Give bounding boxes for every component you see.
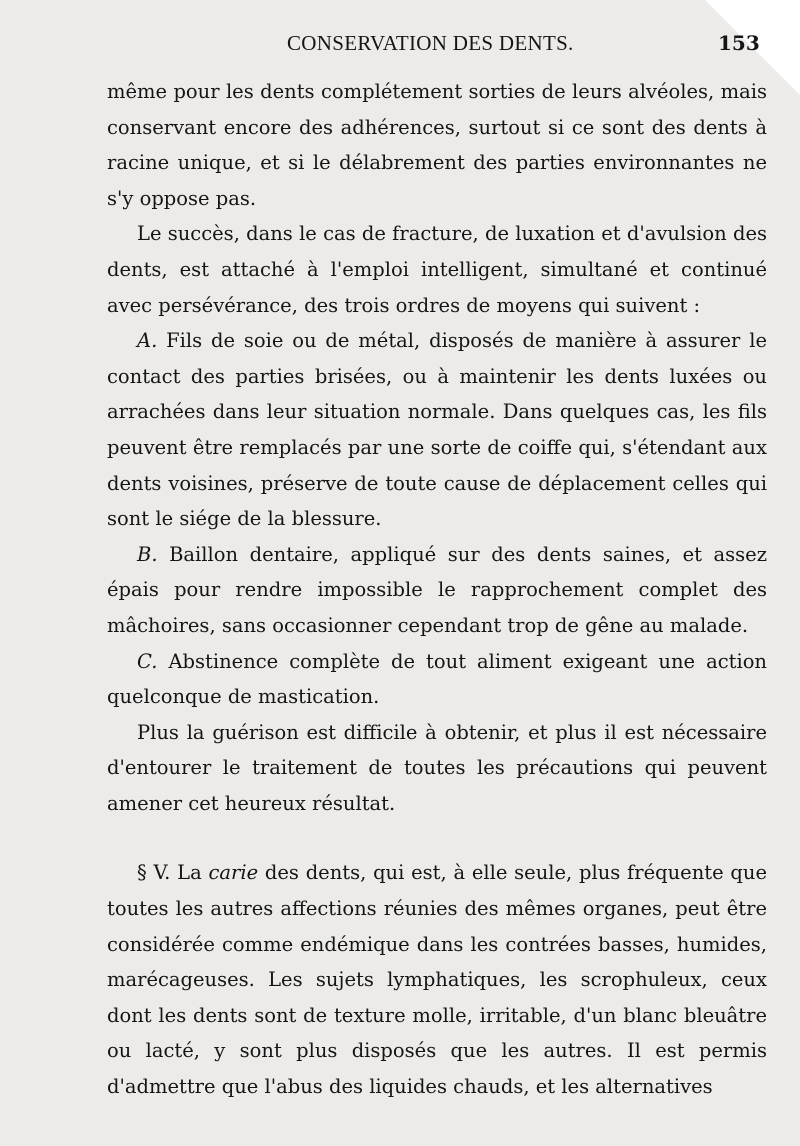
emphasis-carie: carie — [208, 861, 259, 885]
paragraph-text: des dents, qui est, à elle seule, plus fréquente que toutes les autres affections réunies des mêmes organes, peut être considérée comme endémique dans les contrées basses, humides, marécageuses. Les sujets lymphatiques, les scrophuleux, ceux dont les dents sont de texture molle, irritable, d'un blanc bleuâtre ou lacté, y sont plus disposés que les autres. Il est permis d'admettre que l'abus des liquides chauds, et les alternatives — [107, 861, 767, 1099]
item-label-a: A. — [137, 329, 158, 353]
page-header — [0, 31, 800, 57]
paragraph-text: même pour les dents complétement sorties de leurs alvéoles, mais conservant encore des adhérences, surtout si ce sont des dents à racine unique, et si le délabrement des parties environnantes ne s'y oppose pas. — [107, 80, 767, 210]
paragraph-text: Le succès, dans le cas de fracture, de luxation et d'avulsion des dents, est attaché à l'emploi intelligent, simultané et continué avec persévérance, des trois ordres de moyens qui suivent : — [107, 222, 767, 317]
paragraph-text: Baillon dentaire, appliqué sur des dents saines, et assez épais pour rendre impossible le rapprochement complet des mâchoires, sans occasionner cependant trop de gêne au malade. — [107, 542, 767, 637]
body-text — [107, 74, 767, 1105]
paragraph-continuation — [107, 74, 767, 216]
paragraph-item-c — [107, 644, 767, 715]
item-label-b: B. — [137, 542, 158, 566]
paragraph-section-v — [107, 855, 767, 1104]
paragraph-item-a — [107, 323, 767, 537]
paragraph-healing — [107, 715, 767, 822]
page-number: 153 — [718, 31, 760, 55]
paragraph-text: Plus la guérison est difficile à obtenir, et plus il est nécessaire d'entourer le traitement de toutes les précautions qui peuvent amener cet heureux résultat. — [107, 720, 767, 815]
section-heading: § V. La — [137, 861, 209, 885]
item-label-c: C. — [137, 649, 158, 673]
paragraph-item-b — [107, 537, 767, 644]
paragraph-success — [107, 216, 767, 323]
paragraph-text: Abstinence complète de tout aliment exigeant une action quelconque de mastication. — [107, 649, 767, 709]
running-title: CONSERVATION DES DENTS. — [287, 31, 574, 55]
paragraph-text: Fils de soie ou de métal, disposés de manière à assurer le contact des parties brisées, ou à maintenir les dents luxées ou arrachées dans leur situation normale. Dans quelques cas, les fils peuvent être remplacés par une sorte de coiffe qui, s'étendant aux dents voisines, préserve de toute cause de déplacement celles qui sont le siége de la blessure. — [107, 329, 767, 531]
